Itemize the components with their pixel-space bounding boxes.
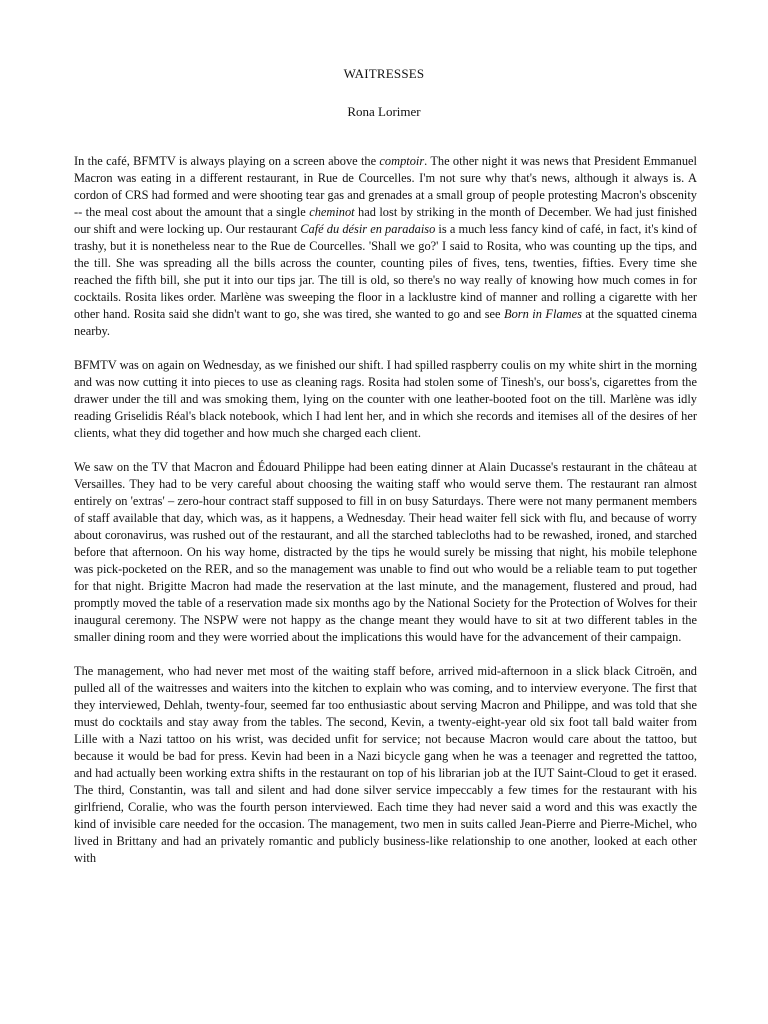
paragraph-text: at the squatted cinema nearby. (74, 307, 698, 338)
paragraph-text: In the café, BFMTV is always playing on a screen above the (74, 154, 380, 168)
paragraph (74, 459, 697, 646)
document-title: WAITRESSES (343, 66, 425, 81)
paragraph (74, 663, 697, 867)
paragraph-text: had lost by striking in the month of December. We had just finished our shift and were locking up. Our restaurant (74, 205, 697, 236)
paragraph-text: is a much less fancy kind of café, in fact, it's kind of trashy, but it is nonetheless near to the Rue de Courcelles. 'Shall we go?' I said to Rosita, who was counting up the tips, and the till. She was spreading all the bills across the counter, counting piles of fives, tens, twenties, fifties. Every time she reached the fifth bill, she put it into our tips jar. The till is old, so there's no way really of knowing how much comes in for cocktails. Rosita likes order. Marlène was sweeping the floor in a lacklustre kind of manner and rolling a cigarette with her other hand. Rosita said she didn't want to go, she was tired, she wanted to go and see (74, 222, 697, 321)
paragraph (74, 153, 697, 340)
paragraph-text: BFMTV was on again on Wednesday, as we finished our shift. I had spilled raspberry coulis on my white shirt in the morning and was now cutting it into pieces to use as cleaning rags. Rosita had stolen some of Tinesh's, our boss's, cigarettes from the drawer under the till and was smoking them, lying on the counter with one leather-booted foot on the till. Marlène was idly reading Griselidis Réal's black notebook, which I had lent her, and in which she records and itemises all of the desires of her clients, what they did together and how much she charged each client. (74, 358, 697, 440)
paragraph-text: We saw on the TV that Macron and Édouard Philippe had been eating dinner at Alain Ducasse's restaurant in the château at Versailles. They had to be very careful about choosing the waiting staff who would serve them. The restaurant ran almost entirely on 'extras' – zero-hour contract staff supposed to fill in on busy Saturdays. There were not many permanent members of staff available that day, which was, as it happens, a Wednesday. Their head waiter fell sick with flu, and because of worry about coronavirus, was rushed out of the restaurant, and all the starched tablecloths had to be rewashed, ironed, and starched before that afternoon. On his way home, distracted by the tips he would surely be missing that night, his mobile telephone was pick-pocketed on the RER, and so the management was unable to find out who would be a reliable team to put together for that night. Brigitte Macron had made the reservation at the last minute, and the management, flustered and proud, had promptly moved the table of a reservation made six months ago by the National Society for the Protection of Wolves for their inaugural ceremony. The NSPW were not happy as the change meant they would have to sit at two different tables in the smaller dining room and they were worried about the implications this would have for the advancement of their campaign. (74, 460, 697, 644)
paragraph-text: The management, who had never met most of the waiting staff before, arrived mid-afternoon in a slick black Citroën, and pulled all of the waitresses and waiters into the kitchen to explain who was coming, and to interview everyone. The first that they interviewed, Dehlah, twenty-four, seemed far too enthusiastic about serving Macron and Philippe, and was told that she must do cocktails and stay away from the tables. The second, Kevin, a twenty-eight-year old six foot tall bald waiter from Lille with a Nazi tattoo on his wrist, was decided unfit for service; not because Macron would care about the tattoo, but because it would be bad for press. Kevin had been in a Nazi bicycle gang when he was a teenager and regretted the tattoo, and had actually been working extra shifts in the restaurant on top of his librarian job at the IUT Saint-Cloud to get it erased. The third, Constantin, was tall and silent and had done silver service impeccably a few times for the restaurant with his girlfriend, Coralie, who was the fourth person interviewed. Each time they had never said a word and this was exactly the kind of invisible care needed for the occasion. The management, two men in suits called Jean-Pierre and Pierre-Michel, who lived in Brittany and had an privately romantic and publicly business-like relationship to one another, looked at each other with (74, 664, 697, 865)
italic-text: Café du désir en paradaiso (300, 222, 436, 236)
paragraph-text: . The other night it was news that President Emmanuel Macron was eating in a different restaurant, in Rue de Courcelles. I'm not sure why that's news, although it always is. A cordon of CRS had formed and were shooting tear gas and grenades at a small group of people protesting Macron's obscenity -- the meal cost about the amount that a single (74, 154, 697, 219)
paragraph (74, 357, 697, 442)
document-author: Rona Lorimer (347, 104, 421, 119)
document-body (74, 153, 697, 884)
italic-text: Born in Flames (504, 307, 582, 321)
italic-text: cheminot (309, 205, 355, 219)
italic-text: comptoir (379, 154, 425, 168)
